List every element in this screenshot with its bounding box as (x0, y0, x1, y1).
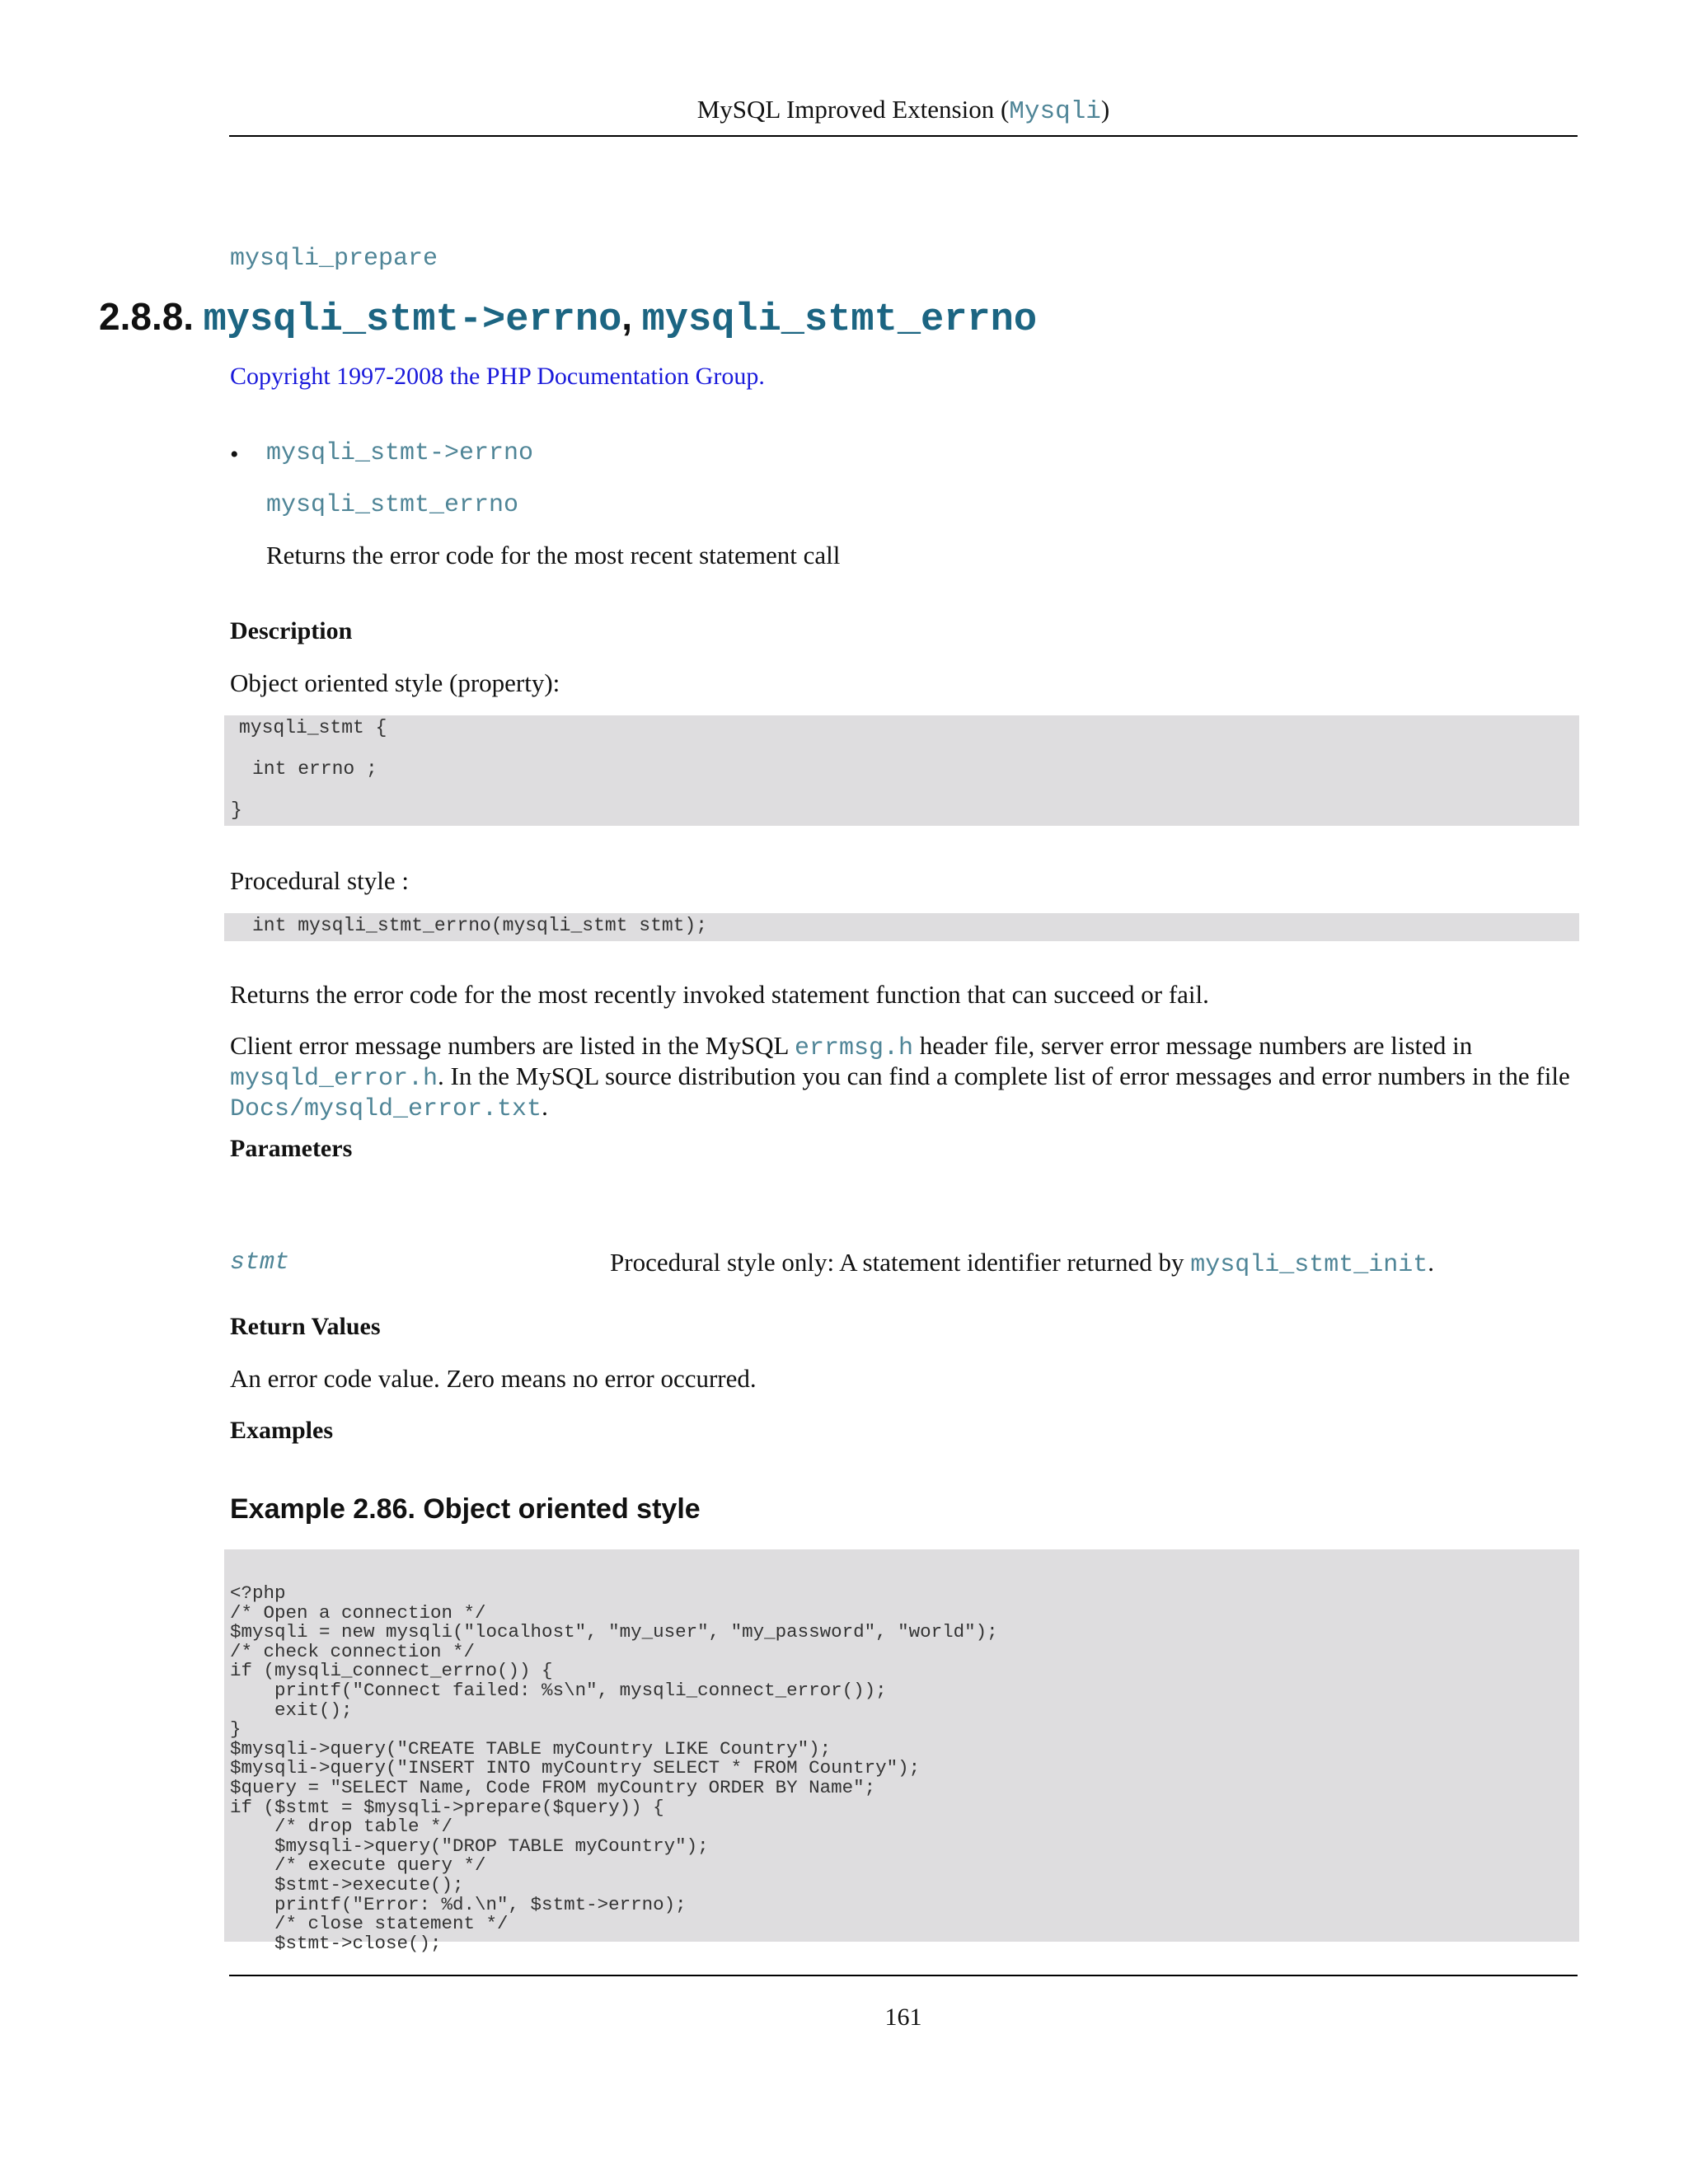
param-stmt-description (610, 1244, 1434, 1283)
section-number: 2.8.8. (99, 295, 195, 338)
procedural-synopsis-line: int mysqli_stmt_errno(mysqli_stmt stmt); (252, 915, 708, 936)
prev-link-mysqli-prepare[interactable]: mysqli_prepare (230, 245, 438, 273)
refname-function: mysqli_stmt_errno (266, 491, 519, 519)
section-title (99, 290, 1037, 347)
bullet: • (230, 441, 239, 468)
running-header-suffix: ) (1100, 95, 1110, 124)
refname-property: mysqli_stmt->errno (266, 439, 534, 467)
section-name-property: mysqli_stmt->errno (203, 298, 622, 342)
running-header-code: Mysqli (1009, 97, 1101, 126)
oo-style-label: Object oriented style (property): (230, 668, 560, 697)
running-header (229, 92, 1578, 129)
example-code: <?php /* Open a connection */ $mysqli = new mysqli("localhost", "my_user", "my_password", "world"); /* check connection */ if (mysqli_connect_errno()) { printf("Connect failed: %s\n", mysqli_connect_error()); exit(); } $mysqli->query("CREATE TABLE myCountry LIKE Country"); $mysqli->query("INSERT INTO myCountry SELECT * FROM Country"); $query = "SELECT Name, Code FROM myCountry ORDER BY Name"; if ($stmt = $mysqli->prepare($query)) { /* drop table */ $mysqli->query("DROP TABLE myCountry"); /* execute query */ $stmt->execute(); printf("Error: %d.\n", $stmt->errno); /* close statement */ $stmt->close(); (230, 1582, 998, 1954)
refpurpose: Returns the error code for the most recent statement call (266, 541, 841, 569)
para2-text-1: Client error message numbers are listed in the MySQL (230, 1031, 795, 1060)
description-para-1: Returns the error code for the most recently invoked statement function that can succeed or fail. (230, 980, 1209, 1009)
param-desc-end: . (1428, 1248, 1435, 1277)
errmsg-h-link[interactable]: errmsg.h (795, 1034, 914, 1062)
para2-text-4: . (542, 1092, 548, 1121)
description-para-2 (230, 1032, 1582, 1123)
running-header-prefix: MySQL Improved Extension ( (696, 95, 1010, 124)
oo-synopsis-line-1: mysqli_stmt { (239, 717, 387, 738)
oo-synopsis-box (224, 715, 1579, 826)
page-number: 161 (884, 2004, 922, 2031)
param-desc-text: Procedural style only: A statement identifier returned by (610, 1248, 1191, 1277)
copyright-link[interactable]: Copyright 1997-2008 the PHP Documentation Group. (230, 363, 765, 390)
oo-synopsis-line-2: int errno ; (252, 758, 377, 780)
para2-text-2: header file, server error message numbers are listed in (913, 1031, 1473, 1060)
description-heading: Description (230, 617, 353, 644)
param-stmt-name: stmt (230, 1249, 290, 1277)
section-name-function: mysqli_stmt_errno (641, 298, 1038, 342)
mysqld-error-txt-link[interactable]: Docs/mysqld_error.txt (230, 1095, 542, 1123)
examples-heading: Examples (230, 1417, 334, 1444)
procedural-synopsis-box (224, 913, 1579, 941)
footer-rule (229, 1975, 1578, 1976)
para2-text-3: . In the MySQL source distribution you can find a complete list of error messages and error numbers in the file (438, 1062, 1570, 1090)
example-title: Example 2.86. Object oriented style (230, 1493, 701, 1525)
parameters-heading: Parameters (230, 1135, 353, 1162)
section-separator: , (621, 295, 633, 338)
procedural-style-label: Procedural style : (230, 866, 409, 895)
oo-synopsis-line-3: } (231, 799, 242, 821)
return-values-text: An error code value. Zero means no error occurred. (230, 1364, 757, 1393)
mysqli-stmt-init-link[interactable]: mysqli_stmt_init (1190, 1251, 1428, 1279)
mysqld-error-h-link[interactable]: mysqld_error.h (230, 1065, 438, 1093)
return-values-heading: Return Values (230, 1313, 381, 1340)
header-rule (229, 135, 1578, 137)
